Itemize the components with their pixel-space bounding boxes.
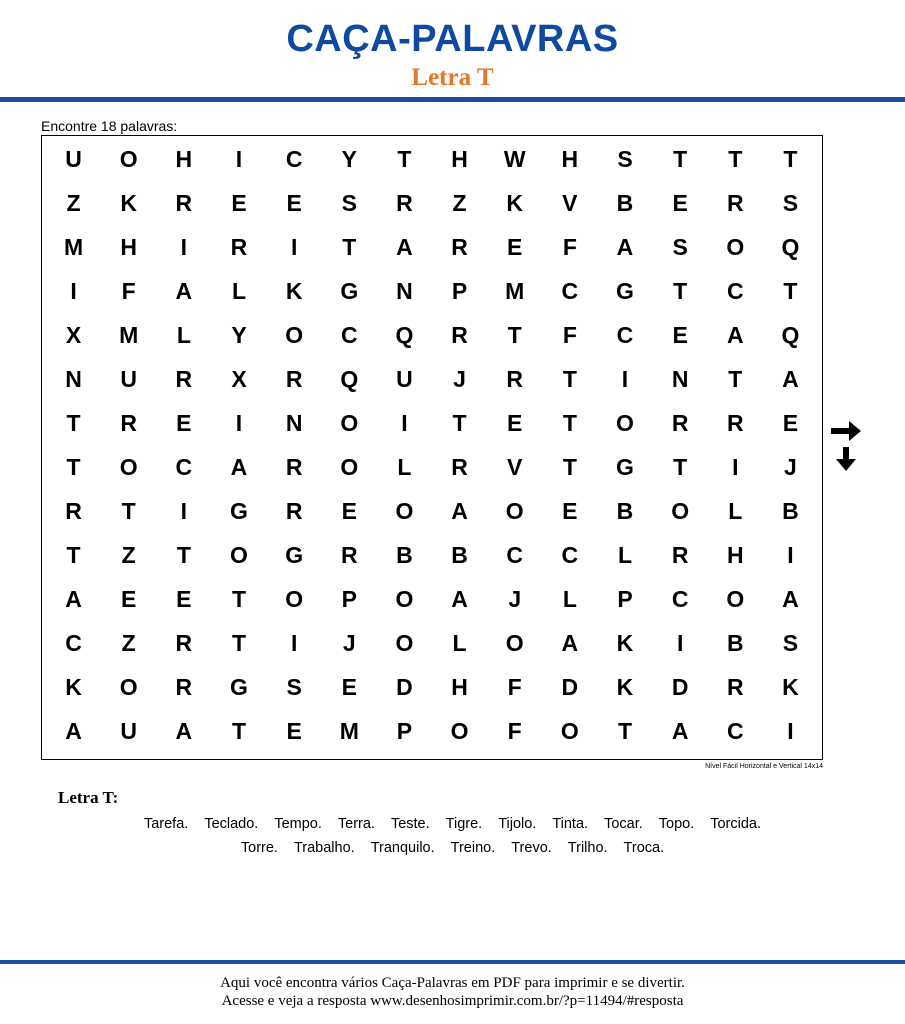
grid-cell: I — [787, 717, 794, 744]
grid-cell: D — [561, 673, 579, 700]
grid-cell: C — [285, 146, 303, 173]
grid-cell: Q — [781, 234, 800, 261]
word-list-item: Topo. — [658, 816, 695, 832]
grid-cell: T — [728, 146, 743, 173]
grid-cell: R — [396, 190, 413, 217]
grid-cell: R — [451, 322, 468, 349]
grid-cell: I — [180, 234, 188, 261]
word-list-item: Trabalho. — [293, 840, 355, 856]
grid-cell: V — [562, 190, 578, 217]
grid-cell: T — [397, 146, 412, 173]
grid-cell: O — [340, 410, 359, 437]
grid-cell: I — [621, 366, 629, 393]
word-list-row-2 — [0, 840, 905, 856]
grid-cell: G — [230, 497, 248, 524]
grid-cell: T — [562, 410, 577, 437]
grid-cell: U — [120, 717, 138, 744]
grid-cell: I — [401, 410, 408, 437]
grid-cell: O — [450, 717, 469, 744]
grid-cell: S — [782, 190, 799, 217]
grid-cell: T — [783, 278, 798, 305]
grid-cell: Z — [121, 541, 136, 568]
grid-cell: E — [176, 410, 192, 437]
grid-cell: W — [503, 146, 526, 173]
grid-cell: J — [508, 585, 522, 612]
grid-cell: U — [396, 366, 413, 393]
grid-cell: T — [452, 410, 467, 437]
grid-cell: L — [728, 497, 743, 524]
grid-cell: A — [671, 717, 689, 744]
grid-cell: T — [673, 146, 688, 173]
grid-cell: R — [726, 410, 744, 437]
grid-cell: F — [507, 673, 522, 700]
grid-cell: T — [121, 497, 136, 524]
grid-cell: B — [396, 541, 413, 568]
grid-cell: L — [231, 278, 247, 305]
word-list-heading: Letra T: — [58, 788, 119, 807]
grid-cell: V — [507, 453, 523, 480]
grid-cell: E — [672, 322, 688, 349]
grid-cell: T — [66, 453, 81, 480]
grid-cell: A — [230, 453, 248, 480]
grid-cell: E — [286, 717, 302, 744]
grid-cell: C — [561, 541, 579, 568]
grid-cell: K — [285, 278, 303, 305]
grid-cell: E — [341, 497, 357, 524]
grid-cell: M — [505, 278, 525, 305]
word-list-item: Tarefa. — [143, 816, 189, 832]
grid-cell: E — [562, 497, 578, 524]
grid-cell: T — [507, 322, 522, 349]
word-list-item: Tocar. — [604, 816, 643, 832]
grid-cell: A — [782, 366, 799, 393]
grid-cell: M — [119, 322, 139, 349]
grid-cell: A — [451, 585, 468, 612]
grid-cell: O — [285, 585, 304, 612]
grid-cell: R — [671, 541, 689, 568]
grid-cell: Q — [340, 366, 359, 393]
grid-cell: K — [65, 673, 82, 700]
grid-cell: N — [396, 278, 413, 305]
grid-cell: R — [285, 453, 303, 480]
grid-cell: E — [341, 673, 357, 700]
grid-cell: O — [285, 322, 304, 349]
word-list-item: Tigre. — [445, 816, 483, 832]
grid-cell: M — [339, 717, 359, 744]
grid-cell: T — [673, 278, 688, 305]
grid-cell: T — [231, 585, 247, 612]
grid-cell: R — [175, 629, 193, 656]
grid-cell: M — [63, 234, 84, 261]
word-list-item: Torre. — [240, 840, 278, 856]
grid-cell: L — [397, 453, 412, 480]
word-list-item: Torcida. — [710, 816, 762, 832]
grid-cell: X — [231, 366, 247, 393]
grid-cell: O — [560, 717, 579, 744]
grid-cell: K — [616, 629, 634, 656]
grid-cell: T — [231, 629, 247, 656]
grid-cell: T — [231, 717, 247, 744]
grid-cell: B — [782, 497, 799, 524]
grid-cell: T — [342, 234, 357, 261]
grid-cell: E — [176, 585, 192, 612]
grid-cell: S — [672, 234, 688, 261]
grid-cell: F — [507, 717, 522, 744]
grid-cell: S — [782, 629, 799, 656]
grid-cell: Q — [395, 322, 414, 349]
grid-cell: C — [340, 322, 358, 349]
grid-cell: Z — [452, 190, 467, 217]
grid-cell: Y — [231, 322, 247, 349]
grid-cell: C — [616, 322, 634, 349]
word-search-grid-frame — [41, 135, 823, 760]
grid-cell: T — [562, 453, 577, 480]
grid-cell: Z — [121, 629, 136, 656]
grid-cell: C — [561, 278, 579, 305]
arrow-right-icon — [830, 418, 862, 444]
word-list-row-1 — [0, 816, 905, 832]
grid-cell: N — [285, 410, 303, 437]
grid-cell: O — [395, 497, 414, 524]
grid-cell: P — [617, 585, 633, 612]
grid-cell: U — [120, 366, 138, 393]
grid-cell: R — [65, 497, 82, 524]
grid-cell: O — [726, 234, 745, 261]
grid-cell: I — [290, 629, 298, 656]
grid-cell: O — [616, 410, 634, 437]
grid-cell: P — [341, 585, 357, 612]
grid-cell: R — [285, 497, 303, 524]
grid-cell: K — [782, 673, 799, 700]
grid-cell: G — [285, 541, 304, 568]
grid-cell: R — [671, 410, 689, 437]
grid-cell: B — [616, 190, 634, 217]
grid-cell: R — [340, 541, 358, 568]
grid-cell: E — [782, 410, 799, 437]
grid-cell: F — [562, 234, 577, 261]
grid-cell: C — [671, 585, 689, 612]
grid-cell: B — [451, 541, 468, 568]
grid-cell: I — [676, 629, 684, 656]
grid-cell: F — [121, 278, 136, 305]
grid-cell: F — [562, 322, 577, 349]
grid-cell: I — [290, 234, 298, 261]
grid-cell: A — [561, 629, 579, 656]
grid-cell: I — [787, 541, 794, 568]
grid-cell: C — [726, 717, 744, 744]
grid-cell: R — [451, 453, 468, 480]
grid-cell: R — [120, 410, 138, 437]
grid-cell: I — [235, 146, 243, 173]
grid-cell: C — [506, 541, 524, 568]
grid-cell: D — [671, 673, 689, 700]
grid-cell: H — [451, 673, 468, 700]
grid-cell: L — [176, 322, 191, 349]
footer-line-2: Acesse e veja a resposta www.desenhosimprimir.com.br/?p=11494/#resposta — [221, 993, 684, 1009]
grid-cell: O — [119, 453, 138, 480]
grid-cell: A — [726, 322, 744, 349]
grid-cell: L — [617, 541, 633, 568]
grid-cell: E — [507, 234, 523, 261]
grid-cell: P — [451, 278, 468, 305]
grid-cell: O — [119, 673, 138, 700]
grid-cell: S — [286, 673, 302, 700]
grid-cell: O — [395, 585, 414, 612]
grid-cell: O — [230, 541, 248, 568]
word-list-item: Tranquilo. — [370, 840, 435, 856]
grid-cell: H — [561, 146, 579, 173]
grid-cell: G — [230, 673, 248, 700]
grid-cell: H — [726, 541, 744, 568]
grid-cell: H — [120, 234, 138, 261]
grid-cell: A — [782, 585, 799, 612]
grid-cell: A — [616, 234, 634, 261]
grid-cell: T — [66, 410, 81, 437]
grid-cell: R — [175, 190, 193, 217]
grid-cell: O — [340, 453, 359, 480]
grid-cell: P — [396, 717, 413, 744]
grid-cell: A — [65, 717, 82, 744]
grid-cell: R — [726, 673, 744, 700]
grid-cell: J — [784, 453, 797, 480]
grid-cell: K — [506, 190, 524, 217]
grid-cell: T — [562, 366, 577, 393]
grid-cell: C — [726, 278, 744, 305]
word-list-item: Teste. — [390, 816, 430, 832]
grid-cell: H — [451, 146, 468, 173]
grid-cell: E — [507, 410, 523, 437]
word-list-item: Troca. — [623, 840, 665, 856]
grid-cell: J — [453, 366, 466, 393]
grid-cell: O — [395, 629, 414, 656]
grid-cell: A — [65, 585, 82, 612]
grid-cell: S — [617, 146, 633, 173]
grid-cell: A — [396, 234, 413, 261]
grid-cell: A — [451, 497, 468, 524]
grid-cell: C — [175, 453, 193, 480]
arrow-down-icon — [830, 446, 862, 472]
grid-cell: G — [616, 453, 634, 480]
footer-line-1: Aqui você encontra vários Caça-Palavras em PDF para imprimir e se divertir. — [220, 975, 685, 991]
grid-cell: Y — [341, 146, 357, 173]
grid-cell: O — [671, 497, 690, 524]
grid-cell: A — [175, 278, 193, 305]
grid-cell: O — [505, 497, 524, 524]
grid-cell: B — [726, 629, 744, 656]
page-title: CAÇA-PALAVRAS — [286, 18, 619, 60]
word-list-item: Trilho. — [567, 840, 608, 856]
grid-cell: R — [230, 234, 248, 261]
grid-cell: J — [342, 629, 356, 656]
grid-cell: L — [452, 629, 467, 656]
grid-cell: B — [616, 497, 634, 524]
grid-cell: R — [285, 366, 303, 393]
top-divider — [0, 97, 905, 102]
grid-cell: R — [726, 190, 744, 217]
grid-cell: I — [235, 410, 243, 437]
grid-cell: H — [175, 146, 193, 173]
grid-cell: E — [672, 190, 688, 217]
grid-cell: X — [65, 322, 82, 349]
word-search-grid — [42, 136, 822, 759]
grid-cell: U — [65, 146, 82, 173]
level-label: Nível Fácil Horizontal e Vertical 14x14 — [705, 763, 823, 770]
bottom-divider — [0, 960, 905, 964]
grid-cell: Q — [781, 322, 800, 349]
grid-cell: R — [175, 673, 193, 700]
grid-cell: D — [396, 673, 413, 700]
word-list-item: Terra. — [337, 816, 375, 832]
grid-cell: I — [70, 278, 77, 305]
grid-cell: A — [175, 717, 193, 744]
grid-cell: E — [231, 190, 247, 217]
grid-cell: C — [65, 629, 82, 656]
word-list-item: Treino. — [450, 840, 496, 856]
grid-cell: T — [66, 541, 81, 568]
word-list-item: Tinta. — [552, 816, 589, 832]
grid-cell: G — [340, 278, 359, 305]
word-list-item: Tempo. — [274, 816, 322, 832]
grid-cell: E — [121, 585, 137, 612]
grid-cell: T — [728, 366, 743, 393]
grid-cell: L — [562, 585, 577, 612]
grid-cell: T — [673, 453, 688, 480]
grid-cell: Z — [66, 190, 81, 217]
grid-cell: R — [451, 234, 468, 261]
grid-cell: O — [119, 146, 138, 173]
grid-cell: O — [505, 629, 524, 656]
grid-cell: I — [732, 453, 739, 480]
grid-cell: T — [617, 717, 633, 744]
grid-cell: G — [616, 278, 634, 305]
grid-cell: O — [726, 585, 745, 612]
grid-cell: T — [783, 146, 798, 173]
word-list-item: Teclado. — [204, 816, 259, 832]
grid-cell: I — [180, 497, 188, 524]
grid-cell: N — [671, 366, 689, 393]
instruction-text: Encontre 18 palavras: — [41, 118, 178, 134]
grid-cell: K — [120, 190, 138, 217]
grid-cell: N — [65, 366, 82, 393]
grid-cell: E — [286, 190, 302, 217]
grid-cell: R — [175, 366, 193, 393]
word-list-item: Trevo. — [511, 840, 552, 856]
grid-cell: T — [176, 541, 191, 568]
page-subtitle: Letra T — [411, 64, 494, 91]
grid-cell: R — [506, 366, 524, 393]
word-list-item: Tijolo. — [498, 816, 537, 832]
grid-cell: K — [616, 673, 634, 700]
grid-cell: S — [341, 190, 357, 217]
